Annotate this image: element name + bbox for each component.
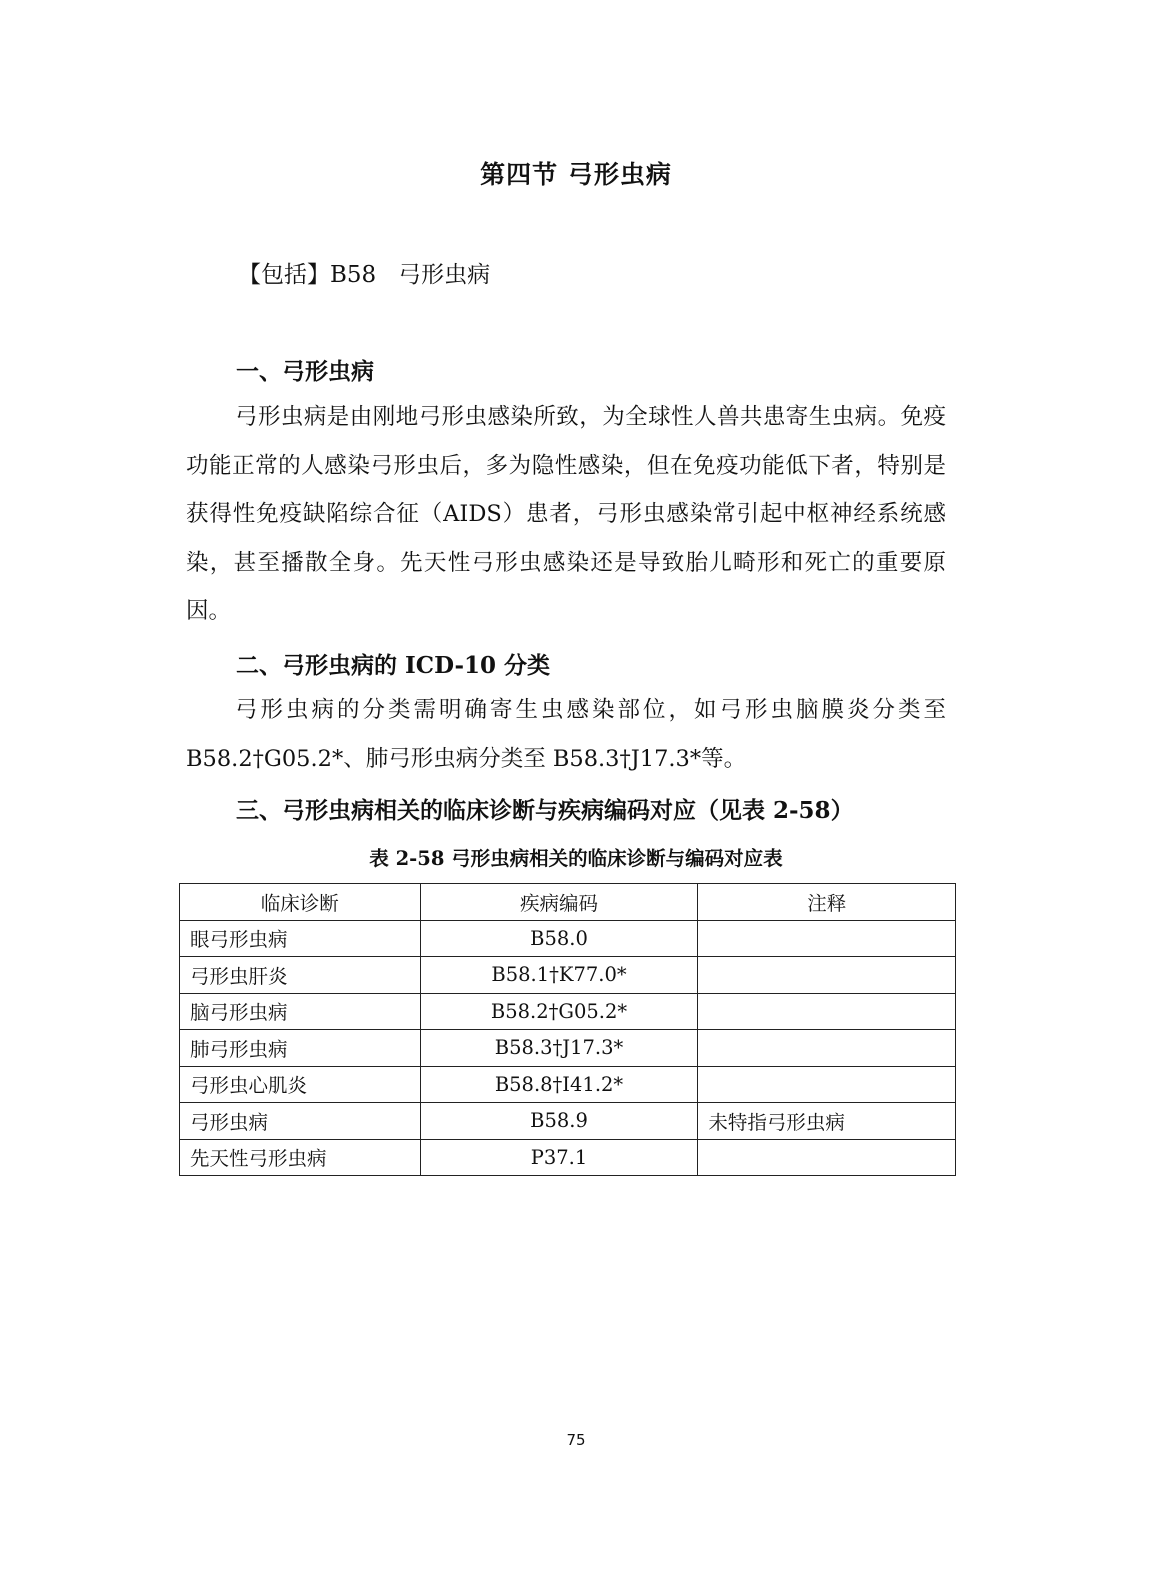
cell-note [698,1030,956,1067]
table-row [180,1139,956,1176]
cell-code: B58.2†G05.2* [420,993,698,1030]
table-row [180,1103,956,1140]
diagnosis-code-table [179,883,956,1176]
table-row [180,1066,956,1103]
table-row [180,993,956,1030]
include-label: 【包括】 [238,262,330,288]
cell-note: 未特指弓形虫病 [698,1103,956,1140]
cell-code: B58.3†J17.3* [420,1030,698,1067]
cell-code: B58.9 [420,1103,698,1140]
page-number: 75 [566,1431,586,1449]
cell-note [698,993,956,1030]
include-code: B58 [330,262,377,288]
cell-diagnosis: 弓形虫病 [180,1103,421,1140]
cell-diagnosis: 眼弓形虫病 [180,920,421,957]
include-name: 弓形虫病 [398,262,491,288]
cell-code: B58.1†K77.0* [420,957,698,994]
heading-overview: 一、弓形虫病 [236,358,374,385]
heading-diagnosis-code-mapping: 三、弓形虫病相关的临床诊断与疾病编码对应（见表 2-58） [236,797,854,824]
table-caption: 表 2-58 弓形虫病相关的临床诊断与编码对应表 [369,847,783,870]
include-line [238,256,490,289]
table-header-row [180,884,956,921]
cell-diagnosis: 弓形虫心肌炎 [180,1066,421,1103]
cell-diagnosis: 脑弓形虫病 [180,993,421,1030]
paragraph-icd10-classification: 弓形虫病的分类需明确寄生虫感染部位，如弓形虫脑膜炎分类至B58.2†G05.2*、肺弓形虫病分类至 B58.3†J17.3*等。 [186,697,946,772]
cell-note [698,1139,956,1176]
table-row [180,957,956,994]
cell-diagnosis: 先天性弓形虫病 [180,1139,421,1176]
cell-note [698,920,956,957]
heading-icd10-classification: 二、弓形虫病的 ICD-10 分类 [236,652,551,679]
section-title: 第四节 弓形虫病 [480,160,672,189]
cell-note [698,1066,956,1103]
cell-diagnosis: 肺弓形虫病 [180,1030,421,1067]
table-row [180,1030,956,1067]
table-row [180,920,956,957]
cell-code: B58.8†I41.2* [420,1066,698,1103]
header-clinical-diagnosis: 临床诊断 [180,884,421,921]
header-note: 注释 [698,884,956,921]
header-disease-code: 疾病编码 [420,884,698,921]
cell-note [698,957,956,994]
paragraph-overview: 弓形虫病是由刚地弓形虫感染所致，为全球性人兽共患寄生虫病。免疫功能正常的人感染弓形虫后，多为隐性感染，但在免疫功能低下者，特别是获得性免疫缺陷综合征（AIDS）患者，弓形虫感染常引起中枢神经系统感染，甚至播散全身。先天性弓形虫感染还是导致胎儿畸形和死亡的重要原因。 [186,404,946,624]
cell-code: P37.1 [420,1139,698,1176]
cell-code: B58.0 [420,920,698,957]
cell-diagnosis: 弓形虫肝炎 [180,957,421,994]
